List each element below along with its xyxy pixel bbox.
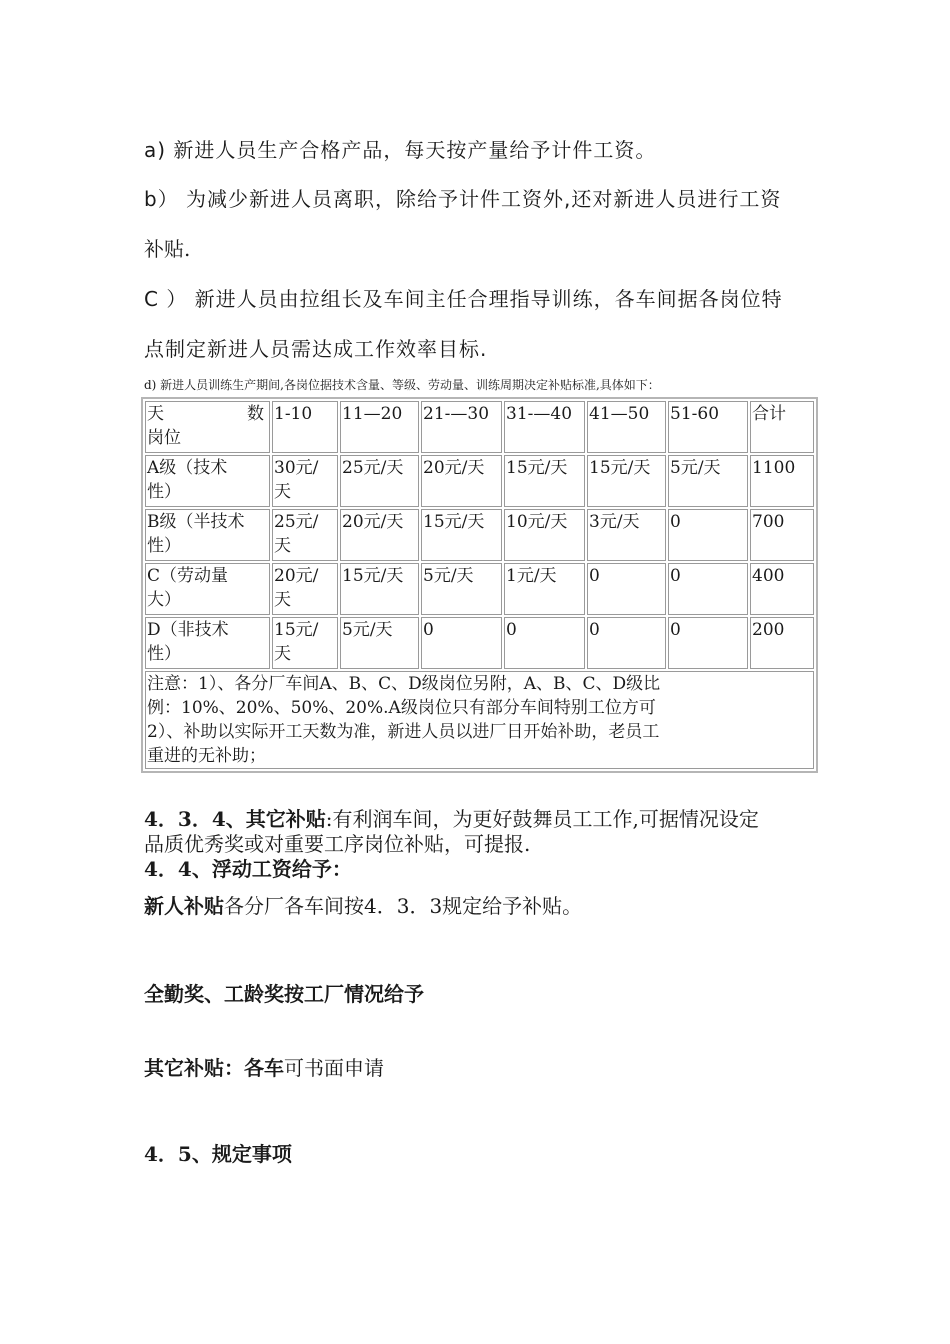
other-subsidy: [144, 1055, 384, 1081]
other-subsidy-text: 可书面申请: [284, 1056, 384, 1080]
column-header: 11—20: [340, 401, 419, 453]
row-label: A级（技术 性）: [145, 455, 270, 507]
item-a: a) 新进人员生产合格产品，每天按产量给予计件工资。: [144, 138, 657, 162]
table-cell: 15元/ 天: [272, 617, 338, 669]
item-c-line1: C ） 新进人员由拉组长及车间主任合理指导训练，各车间据各岗位特: [144, 287, 783, 311]
section-45-title: 规定事项: [211, 1142, 292, 1166]
section-434-title: 其它补贴: [245, 807, 326, 831]
section-44-number: 4．4、: [144, 857, 212, 881]
table-cell: 1100: [750, 455, 814, 507]
column-header: 41—50: [587, 401, 666, 453]
table-note: 注意：1）、各分厂车间A、B、C、D级岗位另附，A、B、C、D级比 例：10%、20%、50%、20%.A级岗位只有部分车间特别工位方可 2）、补助以实际开工天数为准，新进人员以进厂日开始补助，老员工 重进的无补助；: [145, 671, 814, 769]
table-cell: 20元/天: [421, 455, 502, 507]
table-row: [145, 509, 814, 561]
table-cell: 700: [750, 509, 814, 561]
newbie-subsidy-text: 各分厂各车间按4．3．3规定给予补贴。: [224, 894, 583, 918]
section-434-line1: [144, 806, 759, 832]
table-header-row: [145, 401, 814, 453]
newbie-subsidy: [144, 893, 582, 919]
section-44-heading: [144, 856, 352, 882]
column-header: 21-—30: [421, 401, 502, 453]
table-cell: 15元/天: [587, 455, 666, 507]
table-cell: 15元/天: [421, 509, 502, 561]
row-label: C（劳动量 大）: [145, 563, 270, 615]
section-434-text: :有利润车间，为更好鼓舞员工工作,可据情况设定: [325, 807, 759, 831]
table-cell: 30元/ 天: [272, 455, 338, 507]
table-cell: 0: [587, 617, 666, 669]
table-row: [145, 563, 814, 615]
table-cell: 400: [750, 563, 814, 615]
section-434-line2: 品质优秀奖或对重要工序岗位补贴，可提报.: [144, 832, 531, 856]
attendance-bonus: 全勤奖、工龄奖按工厂情况给予: [144, 982, 424, 1006]
table-cell: 5元/天: [668, 455, 748, 507]
other-subsidy-title: 其它补贴：各车: [144, 1056, 284, 1080]
table-cell: 0: [668, 617, 748, 669]
newbie-subsidy-title: 新人补贴: [144, 894, 224, 918]
table-cell: 0: [504, 617, 585, 669]
table-cell: 200: [750, 617, 814, 669]
table-cell: 25元/天: [340, 455, 419, 507]
subsidy-table: [141, 397, 818, 773]
table-row: [145, 455, 814, 507]
table-cell: 0: [668, 563, 748, 615]
corner-days-label: 天: [147, 404, 164, 424]
row-label: D（非技术 性）: [145, 617, 270, 669]
table-cell: 1元/天: [504, 563, 585, 615]
item-b-line1: b） 为减少新进人员离职，除给予计件工资外,还对新进人员进行工资: [144, 187, 782, 211]
column-header: 合计: [750, 401, 814, 453]
table-cell: 0: [421, 617, 502, 669]
corner-position-label: 岗位: [147, 428, 181, 448]
table-cell: 10元/天: [504, 509, 585, 561]
table-cell: 20元/天: [340, 509, 419, 561]
item-b-line2: 补贴.: [144, 237, 191, 261]
corner-count-label: 数: [247, 404, 264, 424]
table-cell: 15元/天: [504, 455, 585, 507]
table-cell: 15元/天: [340, 563, 419, 615]
row-label: B级（半技术 性）: [145, 509, 270, 561]
section-45-number: 4．5、: [144, 1142, 212, 1166]
table-note-row: [145, 671, 814, 769]
section-44-title: 浮动工资给予：: [211, 857, 352, 881]
table-cell: 25元/ 天: [272, 509, 338, 561]
table-cell: 3元/天: [587, 509, 666, 561]
table-cell: 5元/天: [421, 563, 502, 615]
item-d: d) 新进人员训练生产期间,各岗位据技术含量、等级、劳动量、训练周期决定补贴标准,具体如下：: [144, 378, 660, 392]
item-c-line2: 点制定新进人员需达成工作效率目标.: [144, 337, 488, 361]
column-header: 51-60: [668, 401, 748, 453]
table-cell: 20元/ 天: [272, 563, 338, 615]
table-row: [145, 617, 814, 669]
section-45-heading: [144, 1141, 292, 1167]
table-cell: 0: [668, 509, 748, 561]
table-corner-cell: [145, 401, 270, 453]
column-header: 1-10: [272, 401, 338, 453]
table-cell: 5元/天: [340, 617, 419, 669]
column-header: 31-—40: [504, 401, 585, 453]
table-cell: 0: [587, 563, 666, 615]
section-434-number: 4．3．4、: [144, 807, 246, 831]
